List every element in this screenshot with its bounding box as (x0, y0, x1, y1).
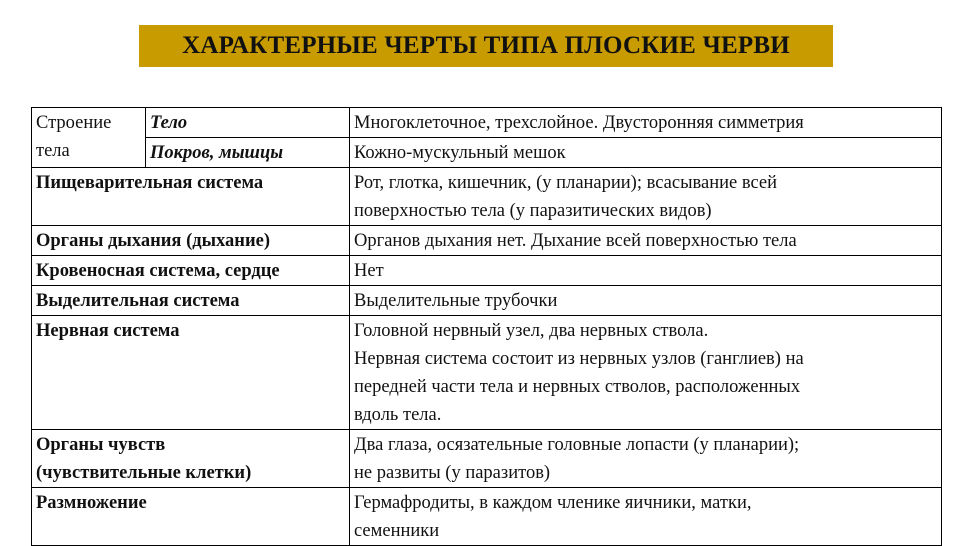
table-row (32, 286, 942, 316)
table-row (32, 430, 942, 488)
row-label-excretory: Выделительная система (32, 286, 350, 316)
row-label-respiratory: Органы дыхания (дыхание) (32, 226, 350, 256)
value-body: Многоклеточное, трехслойное. Двусторонняя симметрия (350, 108, 942, 138)
row-value-excretory: Выделительные трубочки (350, 286, 942, 316)
row-value-senses: Два глаза, осязательные головные лопасти (у планарии); не развиты (у паразитов) (350, 430, 942, 488)
table-row (32, 108, 942, 138)
row-value-nervous: Головной нервный узел, два нервных ствола. Нервная система состоит из нервных узлов (ганглиев) на передней части тела и нервных стволов, расположенных вдоль тела. (350, 316, 942, 430)
row-value-digestive: Рот, глотка, кишечник, (у планарии); всасывание всей поверхностью тела (у паразитических видов) (350, 168, 942, 226)
sublabel-body: Тело (146, 108, 350, 138)
table-row (32, 316, 942, 430)
table-row (32, 256, 942, 286)
row-label-circulatory: Кровеносная система, сердце (32, 256, 350, 286)
row-value-circulatory: Нет (350, 256, 942, 286)
sublabel-cover-muscles: Покров, мышцы (146, 138, 350, 168)
value-cover-muscles: Кожно-мускульный мешок (350, 138, 942, 168)
row-value-reproduction: Гермафродиты, в каждом членике яичники, матки, семенники (350, 488, 942, 546)
table-row (32, 168, 942, 226)
traits-table (31, 107, 942, 546)
row-value-respiratory: Органов дыхания нет. Дыхание всей поверхностью тела (350, 226, 942, 256)
row-label-digestive: Пищеварительная система (32, 168, 350, 226)
row-label-reproduction: Размножение (32, 488, 350, 546)
row-label-senses: Органы чувств (чувствительные клетки) (32, 430, 350, 488)
table-row (32, 488, 942, 546)
page-title: ХАРАКТЕРНЫЕ ЧЕРТЫ ТИПА ПЛОСКИЕ ЧЕРВИ (182, 32, 790, 59)
body-structure-label: Строение тела (32, 108, 146, 168)
table-row (32, 138, 942, 168)
title-banner (139, 25, 833, 67)
row-label-nervous: Нервная система (32, 316, 350, 430)
table-row (32, 226, 942, 256)
